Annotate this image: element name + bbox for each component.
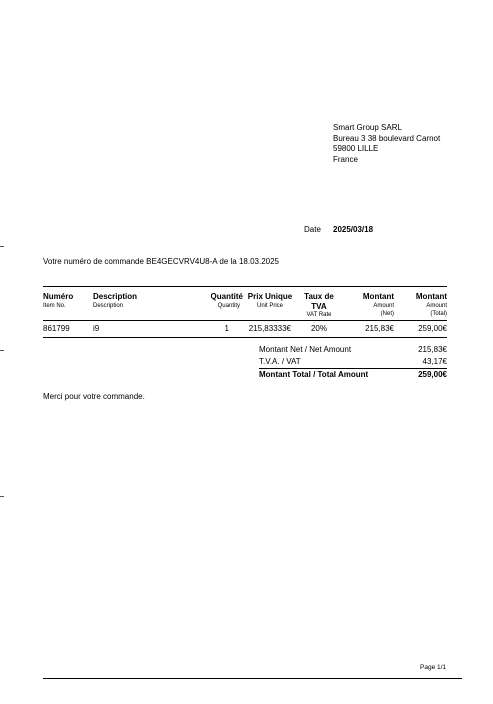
row-number: 861799 (43, 324, 70, 333)
fold-mark (0, 246, 4, 247)
header-total: Montant (415, 292, 447, 301)
header-number-sub: Item No. (43, 303, 66, 309)
net-amount-label: Montant Net / Net Amount (259, 345, 352, 354)
order-reference: Votre numéro de commande BE4GECVRV4U8-A de la 18.03.2025 (43, 257, 279, 266)
header-vat-line1: Taux de (304, 292, 334, 301)
company-address (333, 123, 440, 165)
punch-mark (0, 350, 4, 351)
fold-mark (0, 496, 4, 497)
company-country: France (333, 154, 358, 164)
header-unit-price-sub: Unit Price (256, 303, 283, 309)
total-amount-label: Montant Total / Total Amount (259, 370, 369, 379)
date-value: 2025/03/18 (333, 225, 374, 234)
row-description: i9 (93, 324, 100, 333)
header-quantity: Quantité (210, 292, 243, 301)
total-amount-value: 259,00€ (418, 370, 447, 379)
row-net: 215,83€ (365, 324, 394, 333)
company-city: 59800 LILLE (333, 144, 379, 153)
table-header-rule (43, 320, 447, 321)
net-amount-value: 215,83€ (418, 345, 447, 354)
table-bottom-rule (43, 337, 447, 338)
header-description: Description (93, 292, 138, 301)
table-top-rule (43, 286, 447, 287)
row-vat: 20% (310, 324, 327, 333)
header-net: Montant (362, 292, 394, 301)
header-total-sub1: Amount (426, 303, 447, 309)
thank-you-note: Merci pour votre commande. (43, 392, 145, 401)
header-total-sub2: (Total) (430, 311, 447, 317)
header-description-sub: Description (93, 303, 124, 309)
vat-amount-value: 43,17€ (422, 357, 447, 366)
company-name: Smart Group SARL (333, 123, 402, 132)
page-number: Page 1/1 (420, 664, 447, 671)
header-net-sub2: (Net) (380, 311, 394, 317)
row-quantity: 1 (224, 324, 229, 333)
header-net-sub1: Amount (373, 303, 394, 309)
row-total: 259,00€ (418, 324, 447, 333)
header-vat-line2: TVA (311, 302, 327, 311)
header-unit-price: Prix Unique (247, 292, 293, 301)
date-label: Date (304, 225, 321, 234)
footer-rule (43, 678, 462, 679)
vat-amount-label: T.V.A. / VAT (259, 357, 301, 366)
header-quantity-sub: Quantity (217, 303, 240, 309)
row-unit-price: 215,83333€ (248, 324, 291, 333)
company-street: Bureau 3 38 boulevard Carnot (333, 133, 441, 143)
header-vat-sub: VAT Rate (306, 312, 332, 318)
header-number: Numéro (43, 292, 74, 301)
totals-rule (259, 368, 447, 369)
